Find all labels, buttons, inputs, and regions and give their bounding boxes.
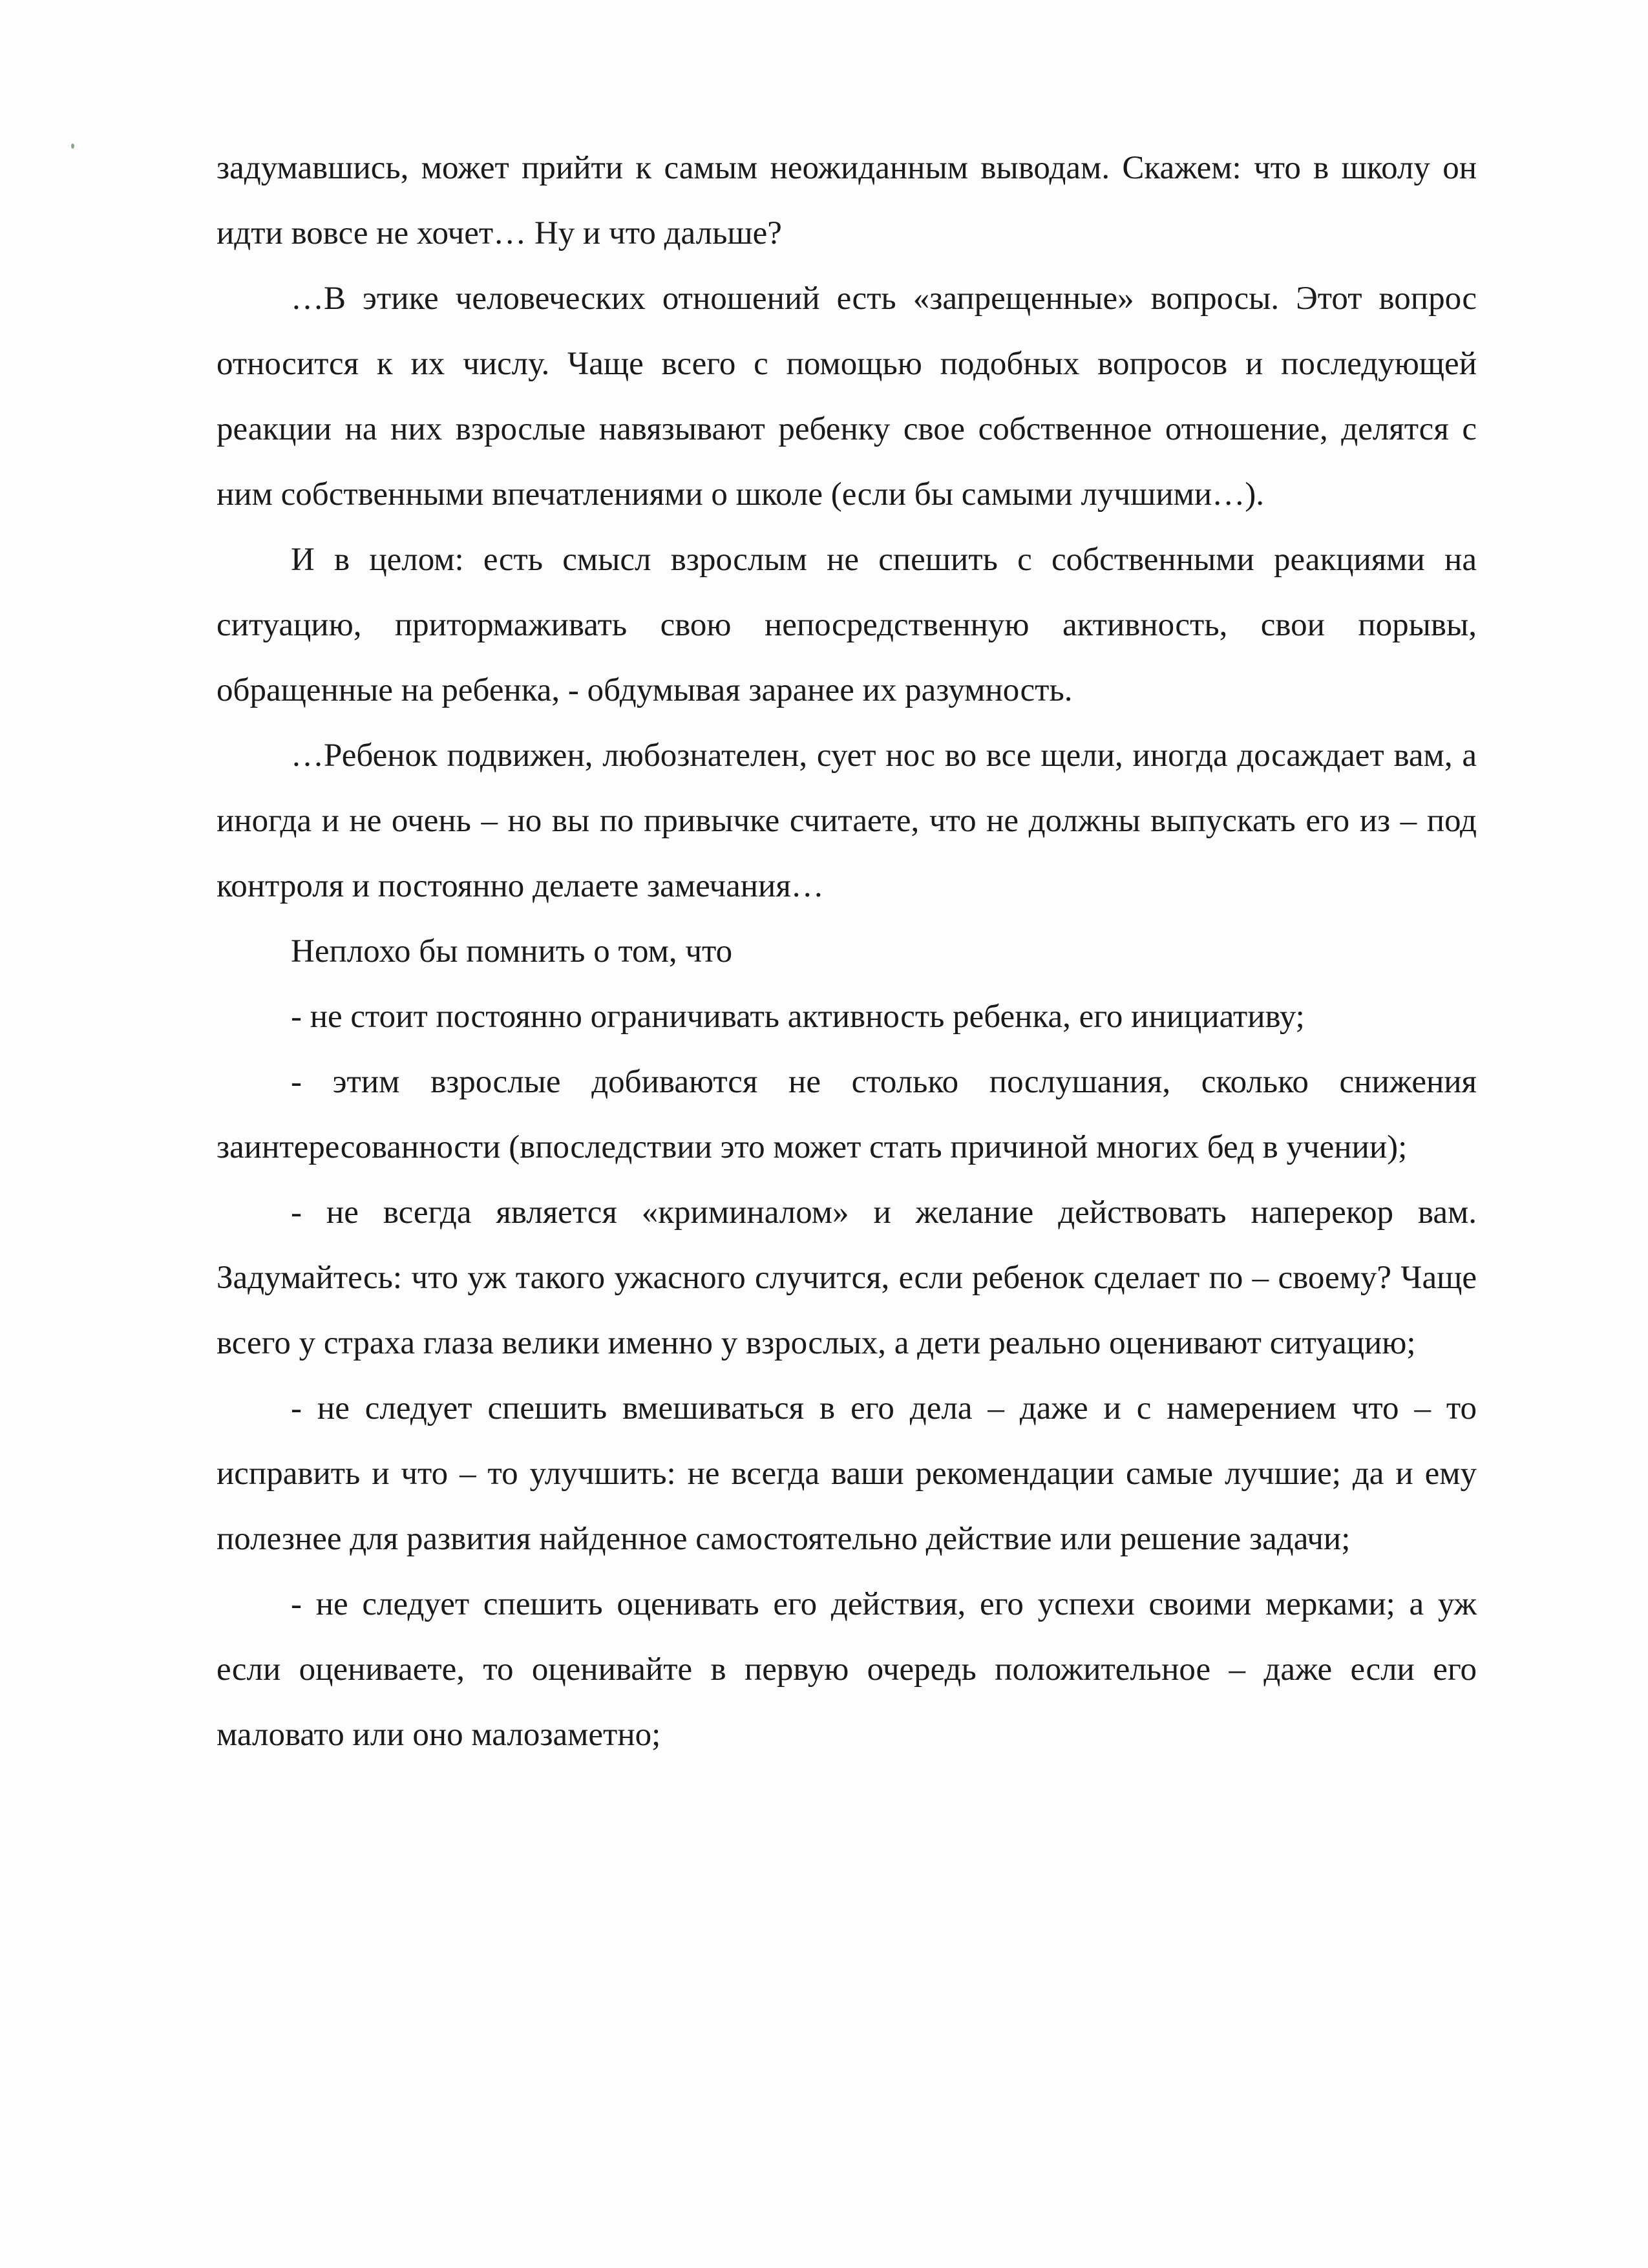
list-item-interfere: - не следует спешить вмешиваться в его дела – даже и с намерением что – то исправить и что – то улучшить: не всегда ваши рекомендации самые лучшие; да и ему полезнее для развития найденное самостоятельно действие или решение задачи; xyxy=(217,1390,1477,1557)
paragraph-adult-reactions: И в целом: есть смысл взрослым не спешить с собственными реакциями на ситуацию, притормаживать свою непосредственную активность, свои порывы, обращенные на ребенка, - обдумывая заранее их разумность. xyxy=(217,542,1477,708)
list-item-activity: - не стоит постоянно ограничивать активность ребенка, его инициативу; xyxy=(291,999,1305,1035)
scan-speck xyxy=(71,143,74,149)
paragraph-remember: Неплохо бы помнить о том, что xyxy=(291,933,733,970)
paragraph-continuation: задумавшись, может прийти к самым неожиданным выводам. Скажем: что в школу он идти вовсе не хочет… Ну и что дальше? xyxy=(217,150,1477,251)
list-item-obedience: - этим взрослые добиваются не столько послушания, сколько снижения заинтересованности (впоследствии это может стать причиной многих бед в учении); xyxy=(217,1064,1477,1165)
paragraph-forbidden-questions: …В этике человеческих отношений есть «запрещенные» вопросы. Этот вопрос относится к их числу. Чаще всего с помощью подобных вопросов и последующей реакции на них взрослые навязывают ребенку свое собственное отношение, делятся с ним собственными впечатлениями о школе (если бы самыми лучшими…). xyxy=(217,281,1477,513)
list-item-contrary: - не всегда является «криминалом» и желание действовать наперекор вам. Задумайтесь: что уж такого ужасного случится, если ребенок сделает по – своему? Чаще всего у страха глаза велики именно у взрослых, а дети реально оценивают ситуацию; xyxy=(217,1194,1477,1361)
body-text xyxy=(217,136,1477,1768)
list-item-evaluate: - не следует спешить оценивать его действия, его успехи своими мерками; а уж если оцениваете, то оценивайте в первую очередь положительное – даже если его маловато или оно малозаметно; xyxy=(217,1586,1477,1753)
paragraph-active-child: …Ребенок подвижен, любознателен, сует нос во все щели, иногда досаждает вам, а иногда и не очень – но вы по привычке считаете, что не должны выпускать его из – под контроля и постоянно делаете замечания… xyxy=(217,737,1477,904)
